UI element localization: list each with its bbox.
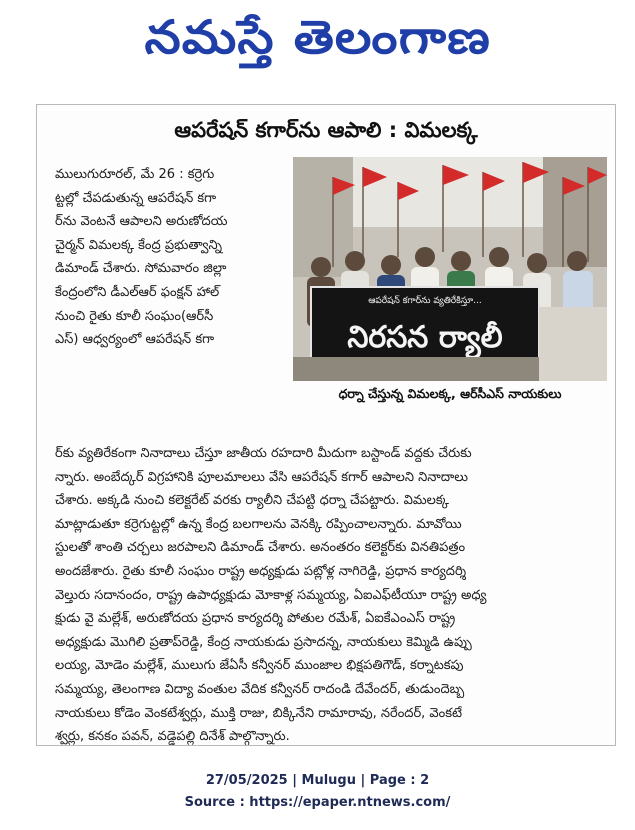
dateline: 27/05/2025 | Mulugu | Page : 2 [205, 773, 430, 788]
protest-photo-illustration [293, 157, 607, 381]
lead-line: నుంచి రైతు కూలీ సంఘం(ఆర్‌సీ [55, 308, 214, 324]
body-line: నాయకులు కోడెం వెంకటేశ్వర్లు, ముక్తి రాజు, బిక్కినేని రామారావు, నరేందర్, వెంకటే [55, 705, 463, 721]
body-line: శ్వర్లు, కనకం పవన్, వడ్డెపల్లి దినేశ్ పాల్గొన్నారు. [55, 729, 290, 745]
lead-line: ట్టల్లో చేపడుతున్న ఆపరేషన్ కగా [55, 190, 217, 206]
svg-text:నిరసన ర్యాలీ: నిరసన ర్యాలీ [347, 320, 503, 355]
article-clipping [36, 104, 616, 746]
masthead [0, 4, 635, 74]
lead-line: డిమాండ్ చేశారు. సోమవారం జిల్లా [55, 261, 227, 277]
body-line: చేశారు. అక్కడి నుంచి కలెక్టరేట్ వరకు ర్యాలీని చేపట్టి ధర్నా చేపట్టారు. విమలక్క [55, 493, 449, 509]
body-line: న్నారు. అంబేద్కర్ విగ్రహానికి పూలమాలలు వేసి ఆపరేషన్ కగార్ ఆపాలని నినాదాలు [55, 469, 469, 485]
body-line: సమ్మయ్య, తెలంగాణ విద్యా వంతుల వేదిక కన్వీనర్ రాదండి దేవేందర్, తుడుందెబ్బ [55, 681, 465, 697]
body-line: స్టులతో శాంతి చర్చలు జరపాలని డిమాండ్ చేశారు. అనంతరం కలెక్టర్‌కు వినతిపత్రం [55, 540, 466, 556]
body-line: లయ్య, మోడెం మల్లేశ్, ములుగు జేఏసీ కన్వీనర్ ముంజాల భిక్షపతిగౌడ్, కర్నాటకపు [55, 658, 464, 674]
article-headline: ఆపరేషన్ కగార్‌ను ఆపాలి : విమలక్క [174, 118, 478, 142]
body-column [55, 442, 601, 749]
source-link[interactable]: Source : https://epaper.ntnews.com/ [184, 795, 451, 810]
body-line: అందజేశారు. రైతు కూలీ సంఘం రాష్ట్ర అధ్యక్షుడు పట్లోళ్ల నాగిరెడ్డి, ప్రధాన కార్యదర్శి [55, 563, 467, 579]
body-line: మాట్లాడుతూ కర్రెగుట్టల్లో ఉన్న కేంద్ర బలగాలను వెనక్కి రప్పించాలన్నారు. మావోయి [55, 516, 462, 532]
body-line: అధ్యక్షుడు మొగిలి ప్రతాప్‌రెడ్డి, కేంద్ర నాయకుడు ప్రసాదన్న, నాయకులు కెమ్మిడి ఉప్పు [55, 634, 472, 650]
photo-caption: ధర్నా చేస్తున్న విమలక్క, ఆర్‌సీఎస్ నాయకులు [338, 386, 562, 401]
svg-text:ఆపరేషన్ కగార్‌ను వ్యతిరేకిస్తూ: ఆపరేషన్ కగార్‌ను వ్యతిరేకిస్తూ... [368, 296, 482, 306]
lead-line: ఎస్) ఆధ్వర్యంలో ఆపరేషన్ కగా [55, 332, 215, 348]
lead-line: ర్‌ను వెంటనే ఆపాలని అరుణోదయ [55, 214, 228, 230]
newspaper-logo: నమస్తే తెలంగాణ [144, 10, 491, 64]
lead-column [55, 163, 287, 352]
body-line: వెల్తురు సదానందం, రాష్ట్ర ఉపాధ్యక్షుడు మోకాళ్ల సమ్మయ్య, ఏఐఎఫ్‌టీయూ రాష్ట్ర అధ్య [55, 587, 487, 603]
lead-line: చైర్మన్ విమలక్క కేంద్ర ప్రభుత్వాన్ని [55, 237, 223, 253]
body-line: ర్‌కు వ్యతిరేకంగా నినాదాలు చేస్తూ జాతీయ రహదారి మీదుగా బస్టాండ్ వద్దకు చేరుకు [55, 446, 472, 461]
clipping-footer [0, 770, 635, 814]
body-line: క్షుడు వై మల్లేశ్, అరుణోదయ ప్రధాన కార్యదర్శి పోతుల రమేశ్, ఏఐకేఎంఎస్ రాష్ట్ర [55, 611, 456, 627]
lead-line: కేంద్రంలోని డీఎల్ఆర్ ఫంక్షన్ హాల్ [55, 284, 220, 300]
article-photo [293, 157, 607, 381]
lead-line: ములుగురూరల్, మే 26 : కర్రెగు [55, 167, 215, 182]
